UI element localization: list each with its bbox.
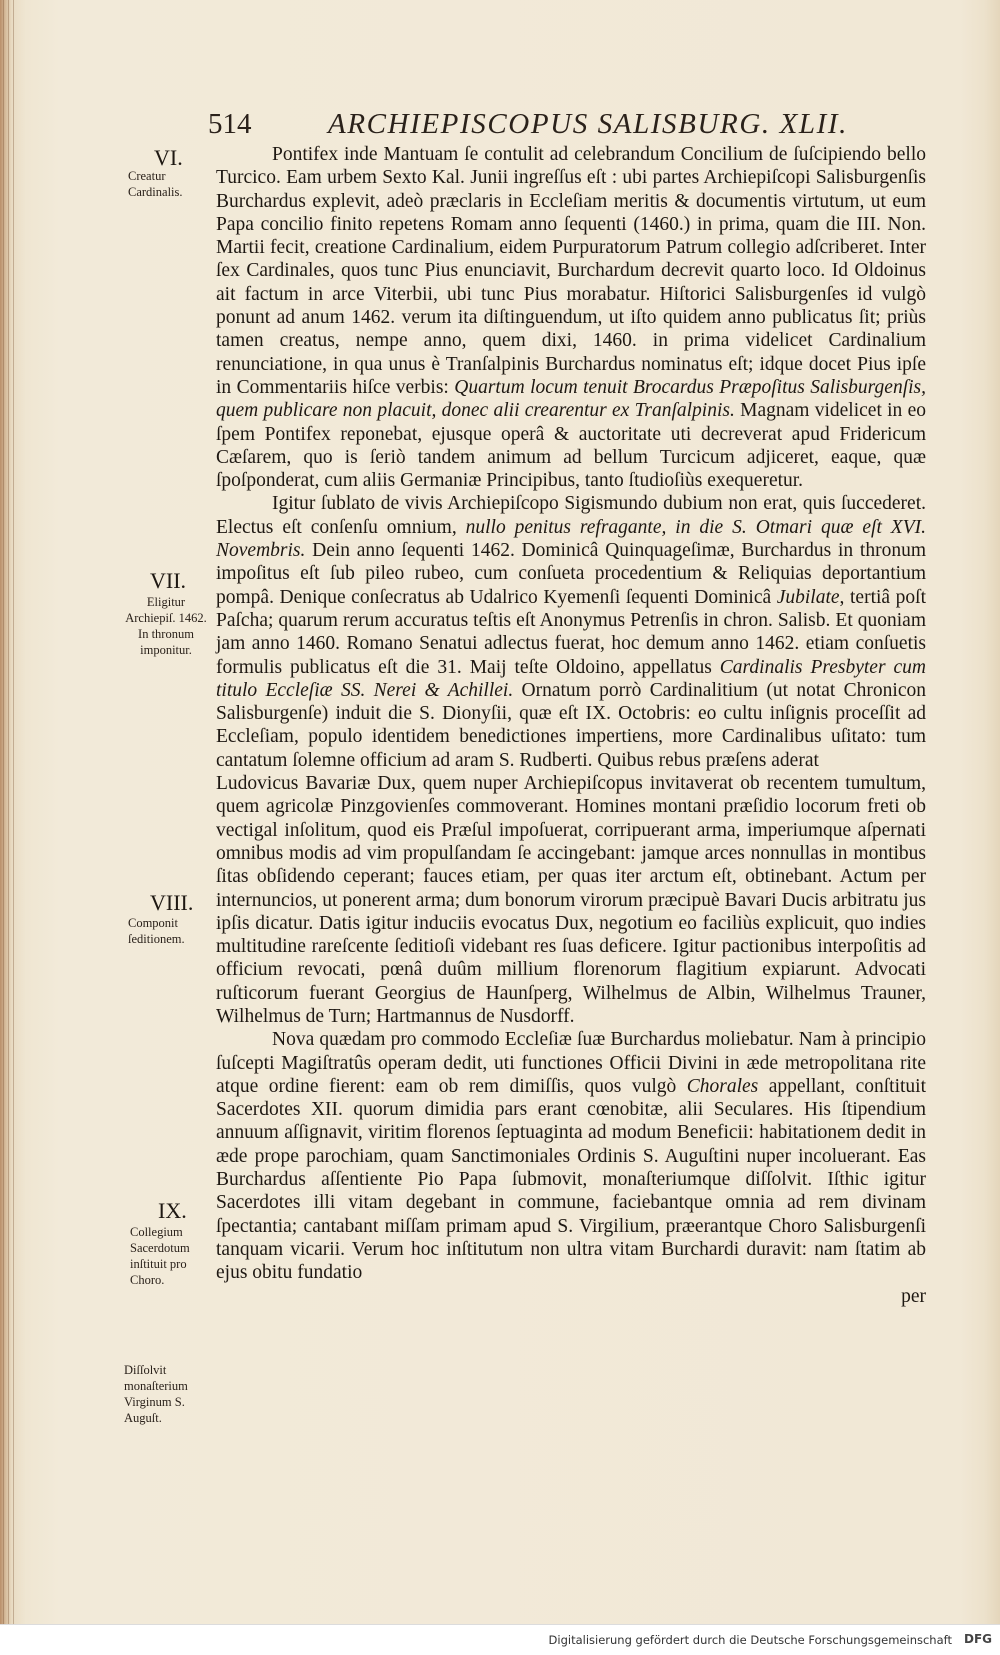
italic-phrase: Jubilate xyxy=(776,586,840,608)
footer-bar xyxy=(0,1624,1000,1655)
section-numeral: VII. xyxy=(150,568,187,593)
catchword: per xyxy=(901,1285,926,1307)
text-run: , tertiâ poſt Paſcha; quarum rerum accuratus teſtis eſt Anonymus Petrenſis in chron. Salisb. Et quoniam jam anno 1460. Romano Senatui adlectus fuerat, hoc demum anno 1462. etiam conſuetis formulis publicatus eſt die 31. Maij teſte Oldoino, appellatus xyxy=(216,586,926,678)
italic-phrase: nullo penitus refragante, in die S. Otmari quæ eſt XVI. Novembris. xyxy=(216,516,926,562)
text-run: appellant, conſtituit Sacerdotes XII. quorum dimidia pars erant cœnobitæ, alii Seculares. His ſtipendium annuum aſſignavit, viritim florenos ſeptuaginta ad modum Beneficii: habitationem dedit in æde prope parochiam, quam Sanctimoniales Ordinis S. Auguſtini nuper incoluerant. Eas Burchardus aſſentiente Pio Papa ſubmovit, monaſteriumque diſſolvit. Iſthic igitur Sacerdotes illi vitam degebant in commune, faciebantque omnia ad rem divinam ſpectantia; cantabant miſſam primam apud S. Virgilium, præerantque Choro Salisburgenſi tanquam vicarii. Verum hoc inſtitutum non ultra vitam Burchardi duravit: nam ſtatim ab ejus obitu fundatio xyxy=(216,1075,926,1284)
dfg-logo: DFG xyxy=(963,1632,992,1646)
funding-credit: Digitalisierung gefördert durch die Deutsche Forschungsgemeinschaft xyxy=(548,1633,952,1647)
text-column xyxy=(216,143,926,1308)
paragraph-viii: Ludovicus Bavariæ Dux, quem nuper Archiepiſcopus invitaverat ob recentem tumultum, quem agricolæ Pinzgovienſes commoverant. Homines montani præſidio locorum freti ob vectigal inſolitum, quod eis Præſul impoſuerat, corripuerant arma, imperiumque aſpernati omnibus modis ad vim propulſandam ſe accingebant: jamque arces nonnullas in montibus ſitas obſidendo ceperant; fauces etiam, per quas iter arctum eſt, obtinebant. Actum per internuncios, ut ponerent arma; dum bonorum virorum præcipuè Bavari Ducis arbitratu jus ipſis dicatur. Datis igitur induciis evocatus Dux, negotium eo faciliùs explicuit, quo indies multitudine rareſcente ſeditioſi videbant res ſuas deficere. Igitur pactionibus interpoſitis ad officium revocati, pœnâ duûm millium florenorum flagitium expiarunt. Advocati ruſticorum fuerant Georgius de Haunſperg, Wilhelmus de Albin, Wilhelmus Trauner, Wilhelmus de Turn; Hartmannus de Nusdorff. xyxy=(216,773,926,1027)
section-numeral: VIII. xyxy=(150,890,194,915)
running-title: ARCHIEPISCOPUS SALISBURG. XLII. xyxy=(328,108,848,140)
paragraph-ix xyxy=(216,1028,926,1284)
margin-note: Collegium Sacerdotum inſtituit pro Choro. xyxy=(130,1225,190,1287)
margin-note: Creatur Cardinalis. xyxy=(128,169,183,199)
text-run: Igitur ſublato de vivis Archiepiſcopo Sigismundo dubium non erat, quis ſuccederet. Electus eſt conſenſu omnium, xyxy=(216,493,926,538)
italic-phrase: Chorales xyxy=(686,1075,759,1097)
page-edge-line xyxy=(13,0,14,1624)
text-run: Pontifex inde Mantuam ſe contulit ad celebrandum Concilium de ſuſcipiendo bello Turcico. Eam urbem Sexto Kal. Junii ingreſſus eſt : ubi partes Archiepiſcopi Salisburgenſis Burchardus explevit, adeò præclaris in Eccleſiam meritis & documentis virtutum, ut eum Papa concilio finito repetens Romam anno ſequenti (1460.) in prima, quam die III. Non. Martii fecit, creatione Cardinalium, eidem Purpuratorum Patrum collegio adſcriberet. Inter ſex Cardinales, quos tunc Pius enunciavit, Burchardum decrevit quarto loco. Id Oldoinus ait factum in arce Viterbii, ubi tunc Pius morabatur. Hiſtorici Salisburgenſes id vulgò ponunt ad anum 1462. verum ita diſtinguendum, ut iſto quidem anno publicatus ſit; priùs tamen creatus, nempe anno, quem dixi, 1460. in prima videlicet Cardinalium renunciatione, in qua unus è Tranſalpinis Burchardus nominatus eſt; idque docet Pius ipſe in Commentariis hiſce verbis: xyxy=(216,144,926,398)
text-run: Magnam videlicet in eo ſpem Pontifex reponebat, ejusque operâ & auctoritate uti decreverat apud Fridericum Cæſarem, quo is ſeriò tandem animum ad bellum Turcicum adjiceret, eaque, quæ ſpoſponderat, cum aliis Germaniæ Principibus, tanto ſtudioſiùs exequeretur. xyxy=(216,400,926,492)
margin-note: Diſſolvit monaſterium Virginum S. Auguſt. xyxy=(124,1363,188,1425)
section-numeral: VI. xyxy=(154,145,183,170)
page-header xyxy=(208,108,968,148)
section-numeral: IX. xyxy=(158,1198,187,1223)
page-edge-line xyxy=(3,0,4,1624)
text-run: Dein anno ſequenti 1462. Dominicâ Quinquageſimæ, Burchardus in thronum impoſitus eſt ſub pileo rubeo, cum conſueta procedentium & Reliquias deportantium pompâ. Denique conſecratus ab Udalrico Kyemenſi ſequenti Dominicâ xyxy=(216,540,926,608)
text-run: Ornatum porrò Cardinalitium (ut notat Chronicon Salisburgenſe) induit die S. Dionyſii, quæ eſt IX. Octobris: eo cultu inſignis proceſſit ad Eccleſiam, populo identidem benedictiones impertiens, more Cardinalibus uſitato: tum cantatum ſolemne officium ad aram S. Rudberti. Quibus rebus præſens aderat xyxy=(216,679,926,771)
italic-phrase: Cardinalis Presbyter cum titulo Eccleſiæ SS. Nerei & Achillei. xyxy=(216,656,926,701)
paragraph-vi xyxy=(216,143,926,492)
page-edge-line xyxy=(8,0,9,1624)
paragraph-vii xyxy=(216,492,926,772)
page-number: 514 xyxy=(208,108,252,140)
italic-quote: Quartum locum tenuit Brocardus Præpoſitus Salisburgenſis, quem publicare non placuit, donec alii crearentur ex Tranſalpinis. xyxy=(216,376,926,422)
margin-note: Eligitur Archiepiſ. 1462. In thronum imponitur. xyxy=(125,595,207,657)
text-run: Nova quædam pro commodo Eccleſiæ ſuæ Burchardus moliebatur. Nam à principio ſuſcepti Magiſtratûs operam dedit, uti functiones Officii Divini in æde metropolitana rite atque ordine fierent: eam ob rem dimiſſis, quos vulgò xyxy=(216,1029,926,1097)
margin-note: Componit ſeditionem. xyxy=(128,916,185,946)
